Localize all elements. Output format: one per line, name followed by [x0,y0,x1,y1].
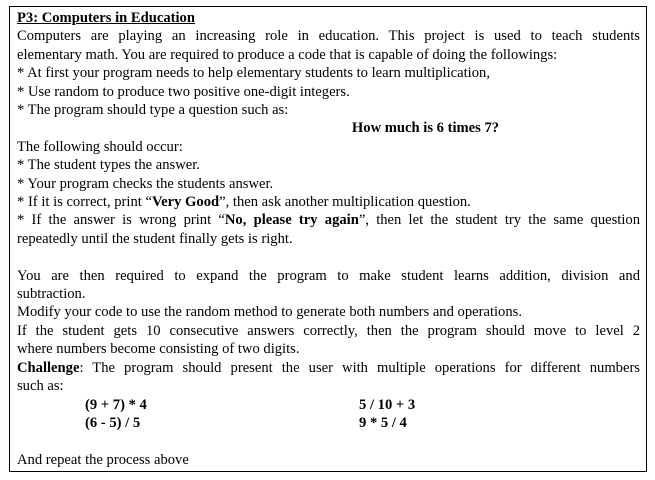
step-text: * If it is correct, print “ [17,194,152,211]
example-expression: (6 - 5) / 5 [85,414,141,431]
expand-line-1: You are then required to expand the program to make student learns addition, division and [17,267,640,284]
challenge-line [17,359,640,377]
closing-line: And repeat the process above [17,451,189,468]
intro-line-1: Computers are playing an increasing role in education. This project is used to teach students [17,28,640,45]
step-item [17,193,640,211]
page-title: P3: Computers in Education [17,10,195,26]
try-again-text: No, please try again [224,212,359,229]
example-expression: 5 / 10 + 3 [359,396,416,413]
step-item [17,211,640,229]
very-good-text: Very Good [151,194,220,211]
expand-line-5: where numbers become consisting of two digits. [17,341,300,358]
step-item: * The student types the answer. [17,157,200,174]
expand-line-2: subtraction. [17,286,86,303]
assignment-box [9,6,647,472]
step-text: * If the answer is wrong print “ [17,212,225,229]
challenge-line-2: such as: [17,378,64,395]
example-question: How much is 6 times 7? [351,120,500,137]
step-item: * Your program checks the students answer. [17,175,274,192]
step-text: ”, then let the student try the same question [358,212,640,229]
example-row [17,414,640,432]
example-expression: (9 + 7) * 4 [85,396,147,413]
expand-line-4: If the student gets 10 consecutive answers correctly, then the program should move to level 2 [17,322,640,339]
step-text: ”, then ask another multiplication question. [219,194,471,211]
requirement-item: * At first your program needs to help elementary students to learn multiplication, [17,65,490,82]
following-heading: The following should occur: [17,138,183,155]
requirement-item: * Use random to produce two positive one-digit integers. [17,83,350,100]
step-item-continued: repeatedly until the student finally gets is right. [17,230,293,247]
requirement-item: * The program should type a question such as: [17,102,289,119]
example-expression: 9 * 5 / 4 [359,414,407,431]
intro-line-2: elementary math. You are required to produce a code that is capable of doing the followings: [17,46,558,63]
challenge-text: : The program should present the user with multiple operations for different numbers [79,359,640,376]
spacer [17,248,640,266]
spacer [17,432,640,450]
expand-line-3: Modify your code to use the random method to generate both numbers and operations. [17,304,522,321]
example-row [17,396,640,414]
challenge-label: Challenge [17,359,80,376]
